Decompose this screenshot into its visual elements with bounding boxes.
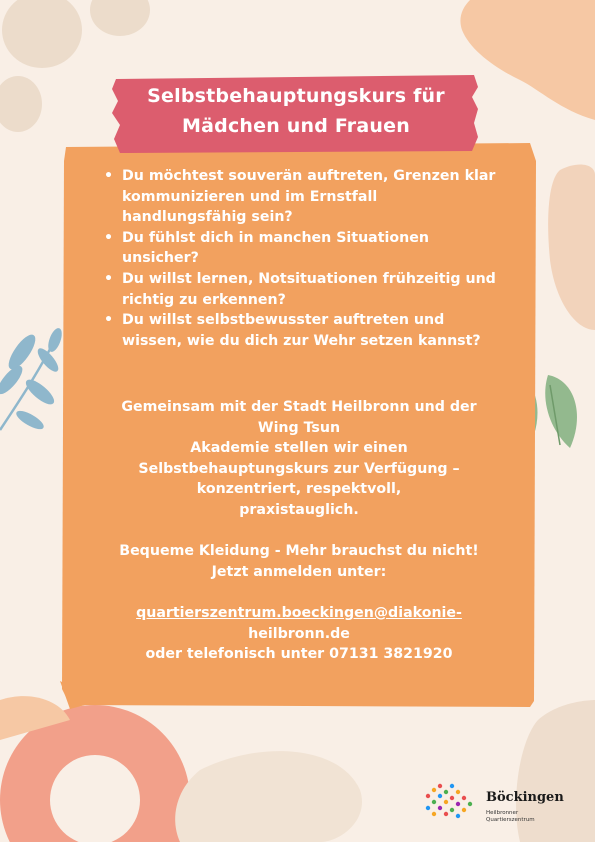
bullet-text: Du möchtest souverän auftreten, Grenzen klar kommunizieren und im Ernstfall handlungsfähig sein? bbox=[122, 168, 496, 226]
phone-line: oder telefonisch unter 07131 3821920 bbox=[145, 646, 453, 663]
intro-paragraph bbox=[80, 397, 518, 521]
peach-blob-top-right bbox=[460, 0, 595, 120]
intro-line: praxistauglich. bbox=[239, 501, 359, 518]
logo-sub-line: Heilbronner bbox=[486, 810, 519, 816]
logo-dots-icon bbox=[424, 782, 480, 828]
bullet-icon: • bbox=[104, 270, 114, 287]
intro-line: Gemeinsam mit der Stadt Heilbronn und der bbox=[121, 399, 477, 415]
logo-subtitle bbox=[486, 810, 535, 824]
cta-line: Bequeme Kleidung - Mehr brauchst du nicht! bbox=[119, 543, 479, 559]
contact-paragraph bbox=[80, 603, 518, 665]
bullet-icon: • bbox=[104, 229, 114, 246]
intro-line: Selbstbehauptungskurs zur Verfügung – bbox=[138, 460, 460, 477]
email-link-continued[interactable]: heilbronn.de bbox=[248, 625, 350, 642]
bullet-icon: • bbox=[104, 312, 114, 329]
logo-name: Böckingen bbox=[486, 790, 564, 805]
bullet-item bbox=[104, 228, 504, 269]
tan-blob-top-left-2 bbox=[0, 76, 42, 132]
bullet-text: Du willst lernen, Notsituationen frühzeitig und richtig zu erkennen? bbox=[122, 270, 496, 308]
cta-line: Jetzt anmelden unter: bbox=[211, 563, 387, 580]
bullet-item bbox=[104, 269, 504, 310]
email-link[interactable]: quartierszentrum.boeckingen@diakonie- bbox=[136, 605, 462, 621]
page-title bbox=[112, 81, 480, 141]
tan-blob-top-left-3 bbox=[90, 0, 150, 36]
bullet-text: Du willst selbstbewusster auftreten und wissen, wie du dich zur Wehr setzen kannst? bbox=[122, 312, 481, 349]
title-line: Mädchen und Frauen bbox=[182, 115, 410, 137]
intro-line: Wing Tsun bbox=[257, 419, 341, 436]
logo-sub-line: Quartierszentrum bbox=[486, 817, 535, 823]
bullet-item bbox=[104, 310, 504, 351]
salmon-circle-inner bbox=[50, 755, 140, 842]
title-banner bbox=[112, 73, 480, 155]
bullet-list bbox=[104, 166, 504, 351]
bullet-text: Du fühlst dich in manchen Situationen unsicher? bbox=[122, 229, 429, 267]
tan-blob-top-left bbox=[2, 0, 82, 68]
cta-paragraph bbox=[80, 541, 518, 582]
title-line: Selbstbehauptungskurs für bbox=[147, 85, 445, 107]
content-card bbox=[60, 141, 538, 709]
peach-blob-right bbox=[548, 165, 595, 330]
intro-line: Akademie stellen wir einen bbox=[190, 440, 408, 457]
boeckingen-logo bbox=[424, 782, 564, 828]
intro-line: konzentriert, respektvoll, bbox=[196, 481, 402, 498]
tan-blob-bottom-middle bbox=[175, 751, 362, 842]
bullet-icon: • bbox=[104, 168, 114, 184]
bullet-item bbox=[104, 166, 504, 228]
blue-leaf-branch bbox=[0, 327, 64, 432]
